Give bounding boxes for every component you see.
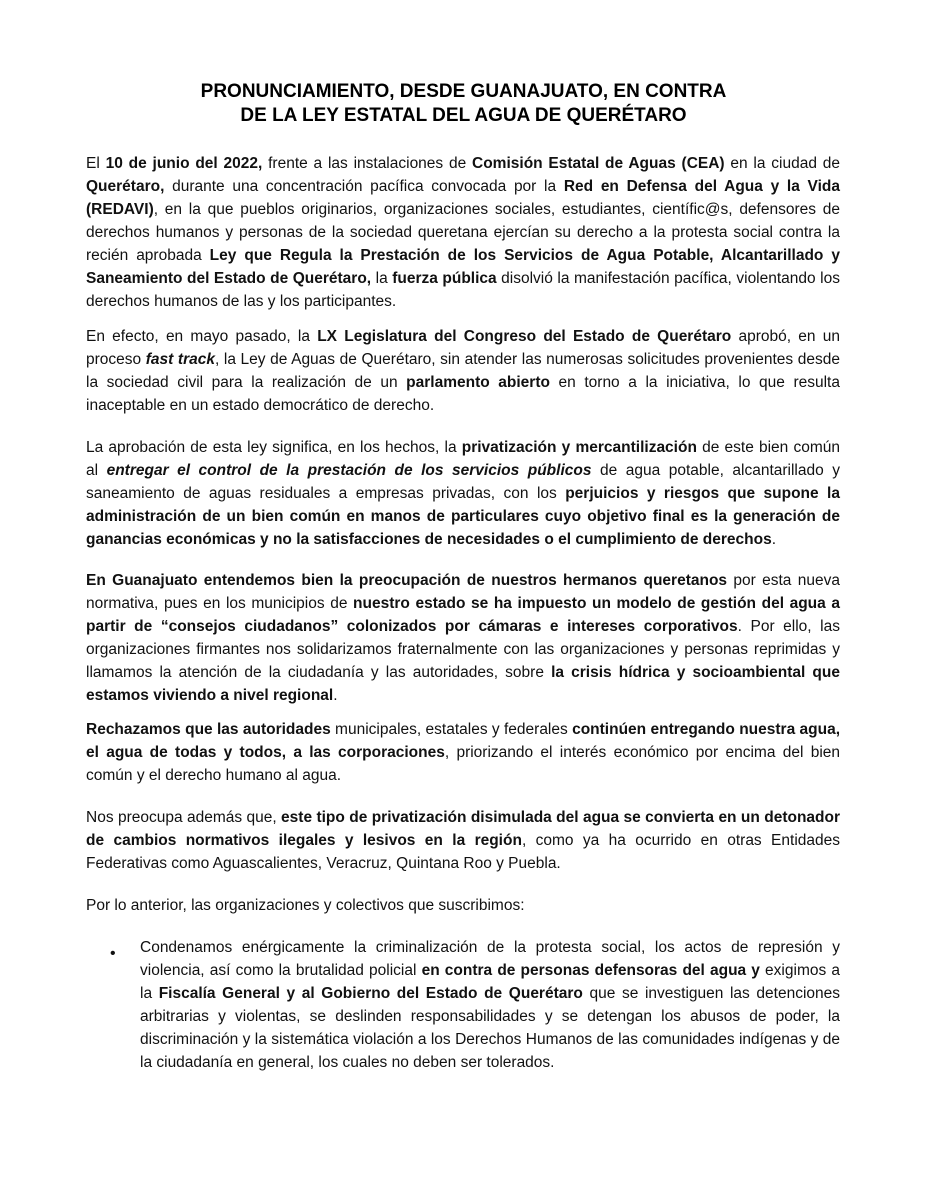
bold-run: En Guanajuato entendemos bien la preocupación de nuestros hermanos queretanos <box>86 572 728 589</box>
text-run: , la Ley de Aguas de Querétaro, sin atender las numerosas solicitudes provenientes desde la sociedad civil para la realización de un <box>86 351 840 391</box>
text-run: por esta nueva normativa, pues en los municipios de <box>86 572 840 612</box>
text-run: municipales, estatales y federales <box>330 721 573 738</box>
text-run: exigimos a la <box>140 962 840 1002</box>
text-run: disolvió la manifestación pacífica, violentando los derechos humanos de las y los participantes. <box>86 270 840 310</box>
text-run: La aprobación de esta ley significa, en los hechos, la <box>86 439 462 456</box>
text-run: Condenamos enérgicamente la criminalización de la protesta social, los actos de represión y violencia, así como la brutalidad policial <box>140 939 840 979</box>
text-run: que se investiguen las detenciones arbitrarias y violentas, se deslinden responsabilidades y se detengan los abusos de poder, la discriminación y la sistemática violación a los Derechos Humanos de las comunidades indígenas y de la ciudadanía en general, los cuales no deben ser tolerados. <box>140 985 841 1071</box>
bold-run: fuerza pública <box>392 270 497 287</box>
bold-run: continúen entregando nuestra agua, el agua de todas y todos, a las corporaciones <box>86 721 841 761</box>
title-line-1: PRONUNCIAMIENTO, DESDE GUANAJUATO, EN CONTRA <box>200 81 727 102</box>
emphasis-text: entregar el control de la prestación de los servicios públicos <box>106 462 592 479</box>
text-run: durante una concentración pacífica convocada por la <box>164 178 564 195</box>
text-run: , como ya ha ocurrido en otras Entidades Federativas como Aguascalientes, Veracruz, Quintana Roo y Puebla. <box>86 832 840 872</box>
paragraph-5 <box>86 718 840 787</box>
bold-run: nuestro estado se ha impuesto un modelo de gestión del agua a partir de “consejos ciudadanos” colonizados por cámaras e intereses corporativos <box>86 595 840 635</box>
text-run: Por lo anterior, las organizaciones y colectivos que suscribimos: <box>86 897 525 914</box>
paragraph-4 <box>86 569 840 707</box>
text-run: de este bien común al <box>86 439 840 479</box>
paragraph-2 <box>86 325 840 417</box>
text-run: El <box>86 155 106 172</box>
text-run: , priorizando el interés económico por encima del bien común y el derecho humano al agua. <box>86 744 841 784</box>
bold-run: perjuicios y riesgos que supone la administración de un bien común en manos de particulares cuyo objetivo final es la generación de ganancias económicas y no la satisfacciones de necesidades o el cumplimiento de derechos <box>86 485 840 548</box>
text-run: Nos preocupa además que, <box>86 809 282 826</box>
bold-run: Red en Defensa del Agua y la Vida (REDAVI) <box>86 178 841 218</box>
bold-run: 10 de junio del 2022, <box>105 155 263 172</box>
paragraph-6 <box>86 806 840 875</box>
bold-run: parlamento abierto <box>406 374 550 391</box>
text-run: aprobó, en un proceso <box>86 328 840 368</box>
paragraph-1 <box>86 152 840 313</box>
text-run: la <box>371 270 393 287</box>
bullet-text <box>140 936 840 1074</box>
text-run: en la ciudad de <box>724 155 840 172</box>
bold-run: Comisión Estatal de Aguas (CEA) <box>472 155 725 172</box>
document-title <box>86 80 841 128</box>
title-line-2: DE LA LEY ESTATAL DEL AGUA DE QUERÉTARO <box>240 105 687 126</box>
text-run: . <box>333 687 338 704</box>
text-run: de agua potable, alcantarillado y saneamiento de aguas residuales a empresas privadas, con los <box>86 462 841 502</box>
bold-run: Querétaro, <box>86 178 165 195</box>
bold-run: Rechazamos que las autoridades <box>86 721 331 738</box>
bold-run: Ley que Regula la Prestación de los Servicios de Agua Potable, Alcantarillado y Saneamiento del Estado de Querétaro, <box>86 247 840 287</box>
bold-run: Fiscalía General y al Gobierno del Estado de Querétaro <box>158 985 583 1002</box>
paragraph-7 <box>86 894 840 917</box>
paragraph-3 <box>86 436 840 551</box>
bold-run: privatización y mercantilización <box>461 439 697 456</box>
emphasis-text: fast track <box>145 351 215 368</box>
bold-run: este tipo de privatización disimulada del agua se convierta en un detonador de cambios normativos ilegales y lesivos en la región <box>86 809 841 849</box>
bold-italic-run <box>107 462 592 479</box>
bold-italic-run <box>146 351 215 368</box>
bullet-marker: • <box>110 945 116 962</box>
text-run: . <box>771 531 777 548</box>
text-run: En efecto, en mayo pasado, la <box>86 328 318 345</box>
bold-run: en contra de personas defensoras del agua y <box>421 962 760 979</box>
bold-run: LX Legislatura del Congreso del Estado de Querétaro <box>317 328 732 345</box>
text-run: . Por ello, las organizaciones firmantes nos solidarizamos fraternalmente con las organizaciones y personas reprimidas y llamamos la atención de la ciudadanía y las autoridades, sobre <box>86 618 840 681</box>
bold-run: la crisis hídrica y socioambiental que estamos viviendo a nivel regional <box>86 664 840 704</box>
text-run: en torno a la iniciativa, lo que resulta inaceptable en un estado democrático de derecho. <box>86 374 840 414</box>
text-run: frente a las instalaciones de <box>262 155 473 172</box>
text-run: , en la que pueblos originarios, organizaciones sociales, estudiantes, científic@s, defensores de derechos humanos y personas de la sociedad queretana ejercían su derecho a la protesta social contra la recién aprobada <box>86 201 840 264</box>
